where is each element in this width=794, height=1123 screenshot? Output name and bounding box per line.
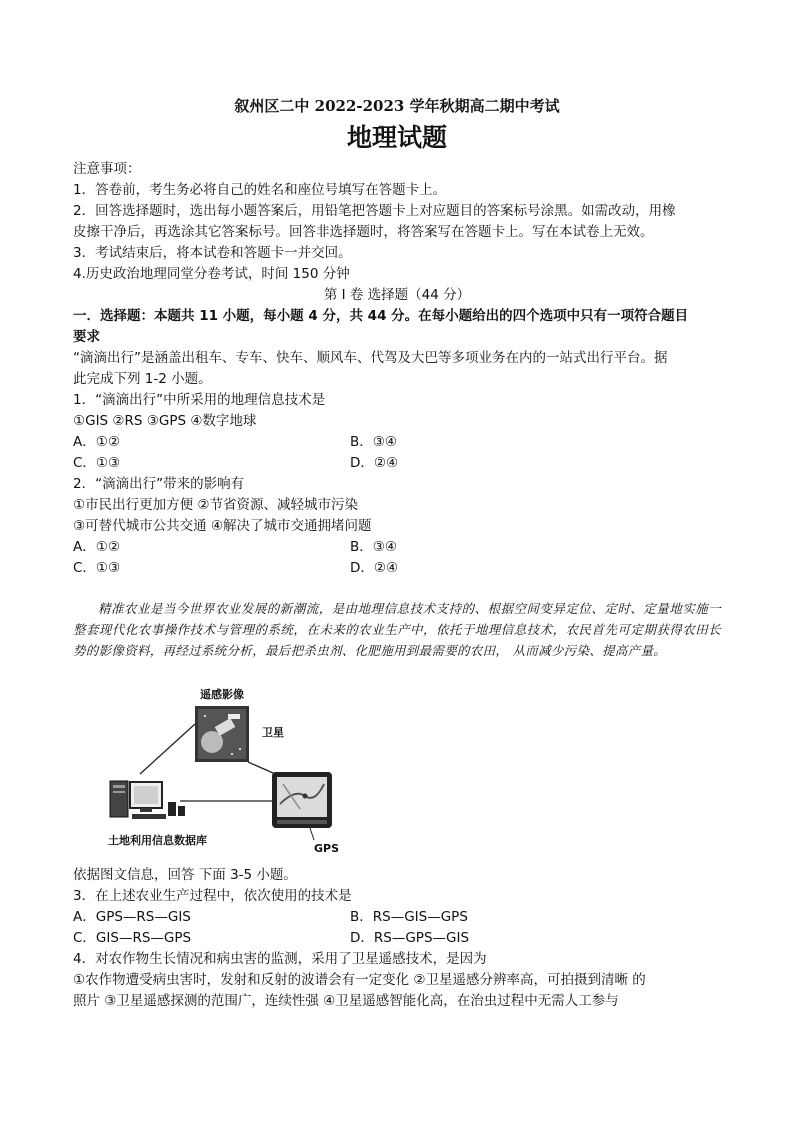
section-instruction: 一．选择题：本题共 11 小题，每小题 4 分，共 44 分。在每小题给出的四个选项中只有一项符合题目: [73, 308, 689, 324]
intro-text: 此完成下列 1-2 小题。: [73, 371, 212, 387]
intro-text: “滴滴出行”是涵盖出租车、专车、快车、顺风车、代驾及大巴等多项业务在内的一站式出行平台。据: [73, 350, 668, 366]
question-2-choices: ①市民出行更加方便 ②节省资源、减轻城市污染: [73, 497, 358, 513]
option-d: D．②④: [350, 560, 399, 576]
question-4-choices: 照片 ③卫星遥感探测的范围广，连续性强 ④卫星遥感智能化高，在治虫过程中无需人工参与: [73, 993, 619, 1009]
section-instruction-cont: 要求: [73, 329, 100, 345]
label-satellite: 卫星: [262, 726, 284, 739]
satellite-icon: [195, 706, 249, 762]
question-2-choices: ③可替代城市公共交通 ④解决了城市交通拥堵问题: [73, 518, 372, 534]
option-a: A．①②: [73, 434, 120, 450]
option-d: D．②④: [350, 455, 399, 471]
notice-item: 3．考试结束后，将本试卷和答题卡一并交回。: [73, 245, 352, 261]
question-1-stem: 1．“滴滴出行”中所采用的地理信息技术是: [73, 392, 326, 408]
question-1-choices: ①GIS ②RS ③GPS ④数字地球: [73, 413, 257, 429]
label-database: 土地利用信息数据库: [108, 834, 207, 847]
option-c: C．①③: [73, 455, 121, 471]
option-a: A．①②: [73, 539, 120, 555]
option-d: D．RS—GPS—GIS: [350, 930, 470, 946]
notice-heading: 注意事项：: [73, 161, 141, 177]
notice-item: 1．答卷前，考生务必将自己的姓名和座位号填写在答题卡上。: [73, 182, 447, 198]
notice-item: 4.历史政治地理同堂分卷考试，时间 150 分钟: [73, 266, 350, 282]
option-a: A．GPS—RS—GIS: [73, 909, 191, 925]
question-4-stem: 4．对农作物生长情况和病虫害的监测，采用了卫星遥感技术，是因为: [73, 951, 487, 967]
option-c: C．GIS—RS—GPS: [73, 930, 192, 946]
question-4-choices: ①农作物遭受病虫害时，发射和反射的波谱会有一定变化 ②卫星遥感分辨率高，可拍摄到清晰 的: [73, 972, 646, 988]
option-b: B．RS—GIS—GPS: [350, 909, 468, 925]
question-2-stem: 2．“滴滴出行”带来的影响有: [73, 476, 245, 492]
notice-item: 皮擦干净后，再选涂其它答案标号。回答非选择题时，将答案写在答题卡上。写在本试卷上无效。: [73, 224, 654, 240]
exam-title: 叙州区二中 2022-2023 学年秋期高二期中考试: [234, 97, 560, 115]
label-gps: GPS: [314, 842, 340, 855]
question-3-stem: 3．在上述农业生产过程中，依次使用的技术是: [73, 888, 352, 904]
section-title: 第 I 卷 选择题（44 分）: [323, 287, 471, 303]
intro-text: 依据图文信息，回答 下面 3-5 小题。: [73, 867, 297, 883]
label-remote-sensing: 遥感影像: [200, 688, 244, 701]
notice-item: 2．回答选择题时，选出每小题答案后，用铅笔把答题卡上对应题目的答案标号涂黑。如需改动，用橡: [73, 203, 676, 219]
subject-title: 地理试题: [346, 123, 447, 152]
option-b: B．③④: [350, 539, 397, 555]
option-c: C．①③: [73, 560, 121, 576]
gps-device-icon: [272, 772, 332, 840]
precision-agriculture-figure: [100, 684, 400, 860]
connector-line: [140, 724, 195, 774]
option-b: B．③④: [350, 434, 397, 450]
computer-icon: [110, 781, 185, 819]
reading-passage: 精准农业是当今世界农业发展的新潮流，是由地理信息技术支持的、根据空间变异定位、定时、定量地实施一整套现代化农事操作技术与管理的系统，在未来的农业生产中，依托于地理信息技术，农民首先可定期获得农田长势的影像资料，再经过系统分析，最后把杀虫剂、化肥施用到最需要的农田， 从而减少污染、提高产量。: [73, 601, 721, 658]
